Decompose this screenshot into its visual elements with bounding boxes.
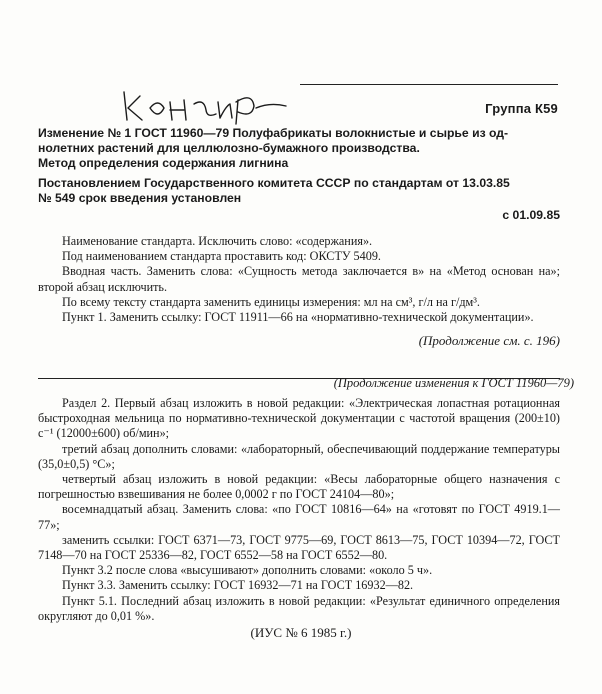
continued-note: (Продолжение см. с. 196) <box>418 333 560 349</box>
resolution-line: Постановлением Государственного комитета СССР по стандартам от 13.03.85 <box>38 176 510 190</box>
paragraph: четвертый абзац изложить в новой редакции: «Весы лабораторные общего назначения с погрешностью взвешивания не более 0,0002 г по ГОСТ 24104—80»; <box>38 472 560 502</box>
amendment-title-line: Метод определения содержания лигнина <box>38 156 289 170</box>
paragraph: восемнадцатый абзац. Заменить слова: «по ГОСТ 10816—64» на «готовят по ГОСТ 4919.1—77»; <box>38 502 560 532</box>
resolution-line: № 549 срок введения установлен <box>38 191 242 205</box>
paragraph: Пункт 3.2 после слова «высушивают» дополнить словами: «около 5 ч». <box>62 563 433 578</box>
handwritten-note <box>118 78 298 126</box>
paragraph: По всему тексту стандарта заменить единицы измерения: мл на см³, г/л на г/дм³. <box>62 294 480 309</box>
paragraph: Под наименованием стандарта проставить код: ОКСТУ 5409. <box>62 249 381 264</box>
continuation-header: (Продолжение изменения к ГОСТ 11960—79) <box>333 376 574 390</box>
paragraph: Вводная часть. Заменить слова: «Сущность метода заключается в» на «Метод основан на»; второй абзац исключить. <box>38 264 560 294</box>
paragraph: Наименование стандарта. Исключить слово: «содержания». <box>62 234 373 248</box>
page2-body <box>38 396 560 624</box>
amendment-title <box>38 126 560 171</box>
paragraph: третий абзац дополнить словами: «лабораторный, обеспечивающий поддержание температуры (35,0±0,5) °С»; <box>38 441 560 471</box>
group-label: Группа К59 <box>485 101 558 116</box>
handwriting-signature-icon <box>118 78 298 126</box>
amendment-title-line: Изменение № 1 ГОСТ 11960—79 Полуфабрикаты волокнистые и сырье из од- <box>38 126 509 140</box>
paragraph: Пункт 1. Заменить ссылку: ГОСТ 11911—66 на «нормативно-технической документации». <box>62 310 534 325</box>
header-rule <box>300 84 558 85</box>
ius-reference: (ИУС № 6 1985 г.) <box>250 625 352 640</box>
paragraph: Пункт 5.1. Последний абзац изложить в новой редакции: «Результат единичного определения округляют до 0,01 %». <box>38 593 560 623</box>
paragraph: Пункт 3.3. Заменить ссылку: ГОСТ 16932—71 на ГОСТ 16932—82. <box>62 578 414 593</box>
page1-body <box>38 234 560 348</box>
effective-date: с 01.09.85 <box>502 208 560 222</box>
paragraph: заменить ссылки: ГОСТ 6371—73, ГОСТ 9775—69, ГОСТ 8613—75, ГОСТ 10394—72, ГОСТ 7148—70 на ГОСТ 25336—82, ГОСТ 6552—58 на ГОСТ 6552—80. <box>38 532 560 563</box>
amendment-title-line: нолетних растений для целлюлозно-бумажного производства. <box>38 141 420 155</box>
paragraph: Раздел 2. Первый абзац изложить в новой редакции: «Электрическая лопастная ротационная быстроходная мельница по нормативно-технической документации с частотой вращения (200±10) с⁻¹ (12000±600) об/мин»; <box>38 396 560 441</box>
resolution-block <box>38 176 560 223</box>
